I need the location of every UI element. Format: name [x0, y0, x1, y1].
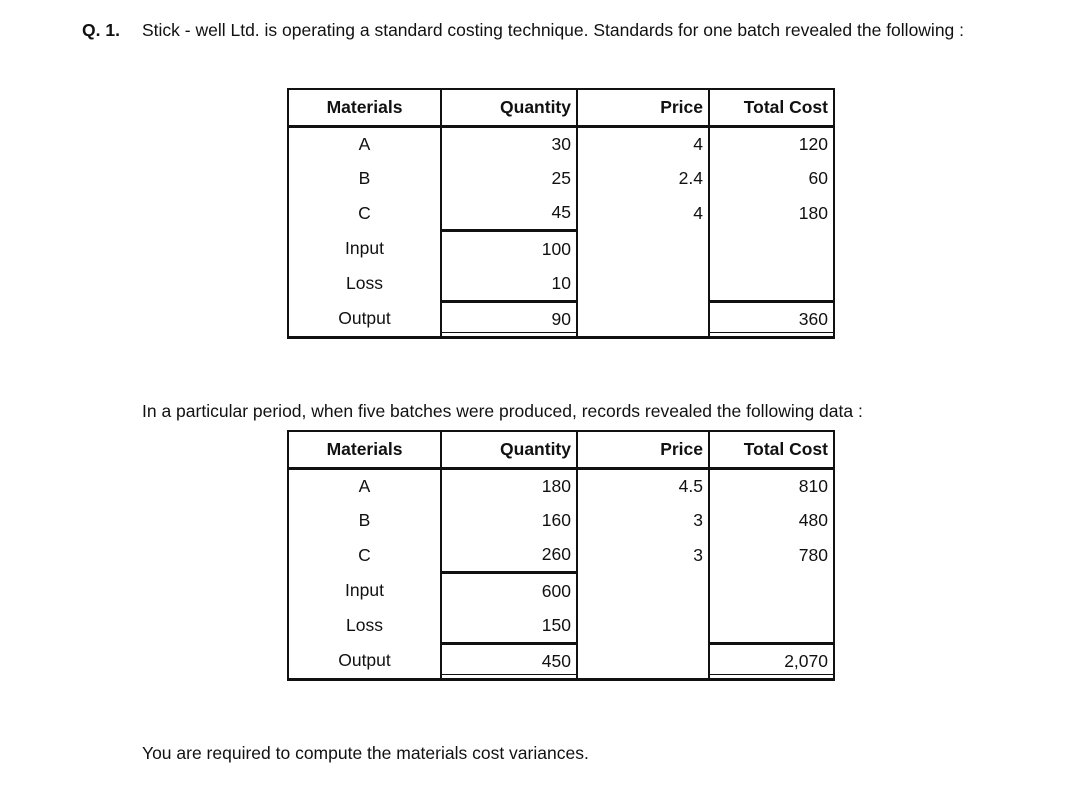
header-total-cost: Total Cost: [709, 89, 834, 127]
material-cell: Output: [288, 643, 441, 679]
price-cell: [577, 573, 709, 608]
material-cell: A: [288, 127, 441, 162]
table-row: [288, 504, 834, 538]
material-cell: C: [288, 196, 441, 231]
material-cell: Output: [288, 301, 441, 337]
material-cell: Input: [288, 573, 441, 608]
total-cost-cell: 120: [709, 127, 834, 162]
price-cell: 4: [577, 196, 709, 231]
actual-data-intro-text: In a particular period, when five batches were produced, records revealed the following data :: [142, 401, 863, 421]
material-cell: B: [288, 162, 441, 196]
price-cell: 4.5: [577, 469, 709, 504]
price-cell: 3: [577, 504, 709, 538]
total-cost-cell: [709, 573, 834, 608]
material-cell: Loss: [288, 608, 441, 643]
header-total-cost: Total Cost: [709, 431, 834, 469]
header-price: Price: [577, 89, 709, 127]
price-cell: [577, 643, 709, 679]
actual-cost-table: [287, 430, 835, 681]
requirement-text: You are required to compute the materials cost variances.: [142, 743, 589, 763]
header-quantity: Quantity: [441, 431, 577, 469]
quantity-cell: 600: [441, 573, 577, 608]
total-cost-cell: [709, 231, 834, 266]
table-row: [288, 196, 834, 231]
question-intro-text: Stick - well Ltd. is operating a standard costing technique. Standards for one batch revealed the following :: [142, 20, 965, 40]
price-cell: [577, 608, 709, 643]
total-cost-cell: 60: [709, 162, 834, 196]
table-row: [288, 127, 834, 162]
header-price: Price: [577, 431, 709, 469]
quantity-cell: 160: [441, 504, 577, 538]
price-cell: [577, 301, 709, 337]
question-number: Q. 1.: [82, 20, 120, 40]
table-row: [288, 608, 834, 643]
header-materials: Materials: [288, 431, 441, 469]
total-cost-cell: 810: [709, 469, 834, 504]
table-row: [288, 643, 834, 679]
price-cell: [577, 231, 709, 266]
total-cost-cell: [709, 266, 834, 301]
material-cell: Input: [288, 231, 441, 266]
material-cell: B: [288, 504, 441, 538]
quantity-cell: 450: [441, 643, 577, 679]
total-cost-cell: 180: [709, 196, 834, 231]
price-cell: 4: [577, 127, 709, 162]
table-row: [288, 469, 834, 504]
table-row: [288, 231, 834, 266]
quantity-cell: 30: [441, 127, 577, 162]
material-cell: C: [288, 538, 441, 573]
table-row: [288, 538, 834, 573]
material-cell: Loss: [288, 266, 441, 301]
total-cost-cell: 780: [709, 538, 834, 573]
quantity-cell: 260: [441, 538, 577, 573]
header-materials: Materials: [288, 89, 441, 127]
material-cell: A: [288, 469, 441, 504]
table-header-row: [288, 89, 834, 127]
price-cell: 3: [577, 538, 709, 573]
price-cell: 2.4: [577, 162, 709, 196]
table-row: [288, 266, 834, 301]
quantity-cell: 150: [441, 608, 577, 643]
quantity-cell: 25: [441, 162, 577, 196]
table-row: [288, 162, 834, 196]
quantity-cell: 90: [441, 301, 577, 337]
quantity-cell: 180: [441, 469, 577, 504]
standard-cost-table: [287, 88, 835, 339]
total-cost-cell: 480: [709, 504, 834, 538]
table-row: [288, 573, 834, 608]
price-cell: [577, 266, 709, 301]
header-quantity: Quantity: [441, 89, 577, 127]
total-cost-cell: 360: [709, 301, 834, 337]
quantity-cell: 100: [441, 231, 577, 266]
quantity-cell: 45: [441, 196, 577, 231]
total-cost-cell: [709, 608, 834, 643]
table-header-row: [288, 431, 834, 469]
table-row: [288, 301, 834, 337]
total-cost-cell: 2,070: [709, 643, 834, 679]
quantity-cell: 10: [441, 266, 577, 301]
